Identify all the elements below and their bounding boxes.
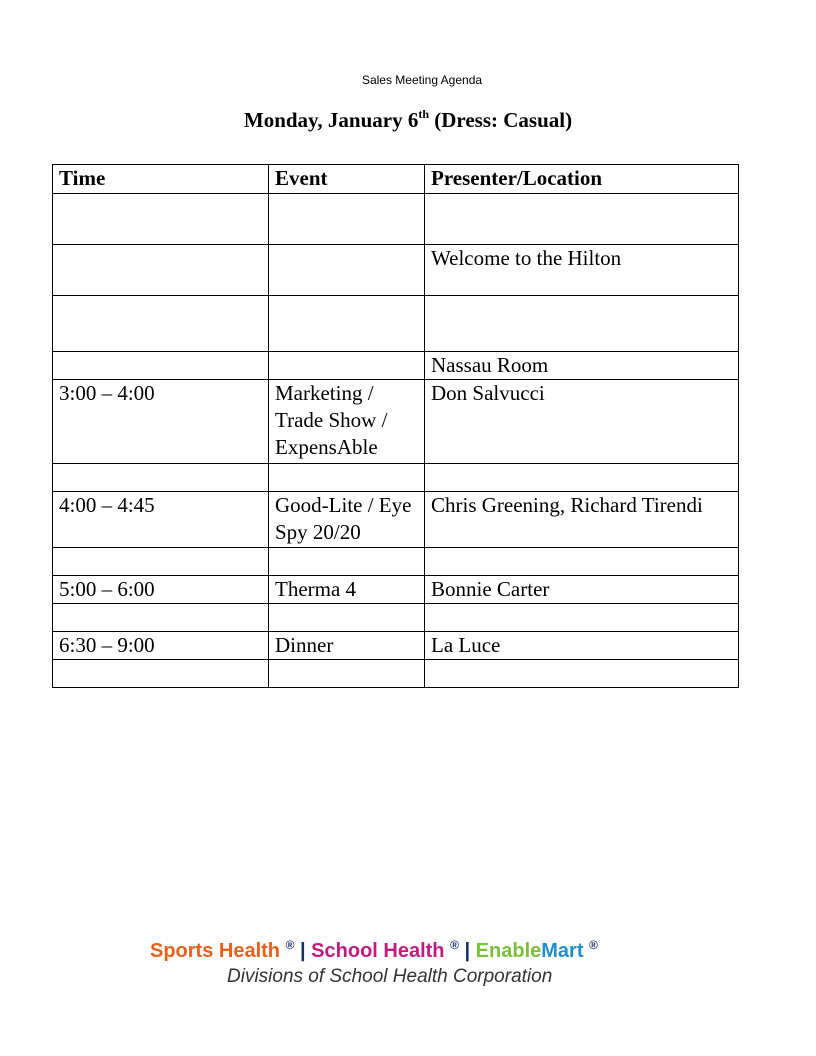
table-row	[53, 660, 739, 688]
header-time: Time	[53, 165, 269, 194]
table-row	[53, 296, 739, 352]
registered-mark: ®	[589, 938, 598, 952]
dress-note: (Dress: Casual)	[429, 108, 573, 132]
agenda-table	[52, 164, 739, 688]
cell-time	[53, 604, 269, 632]
cell-time: 5:00 – 6:00	[53, 576, 269, 604]
brand-mart: Mart	[541, 940, 584, 962]
cell-time	[53, 245, 269, 296]
cell-time: 3:00 – 4:00	[53, 380, 269, 464]
cell-presenter	[425, 296, 739, 352]
table-row	[53, 352, 739, 380]
cell-time	[53, 296, 269, 352]
cell-event: Marketing / Trade Show / ExpensAble	[269, 380, 425, 464]
cell-event	[269, 604, 425, 632]
table-row	[53, 492, 739, 548]
cell-presenter: Welcome to the Hilton	[425, 245, 739, 296]
table-row	[53, 194, 739, 245]
cell-event	[269, 245, 425, 296]
date-main: Monday, January 6	[243, 108, 419, 132]
brand-separator: |	[300, 940, 306, 962]
brand-enable: Enable	[475, 940, 542, 962]
cell-event	[269, 194, 425, 245]
cell-presenter: Bonnie Carter	[425, 576, 739, 604]
table-row	[53, 380, 739, 464]
cell-time	[53, 352, 269, 380]
registered-mark: ®	[450, 938, 459, 952]
cell-event: Therma 4	[269, 576, 425, 604]
cell-presenter	[425, 548, 739, 576]
brand-school-health: School Health	[311, 940, 445, 962]
document-title: Sales Meeting Agenda	[361, 73, 483, 87]
cell-event: Good-Lite / Eye Spy 20/20	[269, 492, 425, 548]
cell-event	[269, 548, 425, 576]
table-row	[53, 576, 739, 604]
cell-event	[269, 296, 425, 352]
table-header-row	[53, 165, 739, 194]
cell-event	[269, 352, 425, 380]
cell-time	[53, 464, 269, 492]
brand-separator: |	[464, 940, 471, 962]
cell-time: 6:30 – 9:00	[53, 632, 269, 660]
table-row	[53, 548, 739, 576]
cell-event	[269, 464, 425, 492]
date-suffix: th	[418, 107, 429, 121]
agenda-date-heading	[0, 108, 816, 133]
cell-time	[53, 660, 269, 688]
cell-presenter	[425, 660, 739, 688]
cell-event: Dinner	[269, 632, 425, 660]
footer-divisions: Divisions of School Health Corporation	[227, 966, 553, 987]
header-presenter: Presenter/Location	[425, 165, 739, 194]
cell-presenter	[425, 604, 739, 632]
cell-presenter: Chris Greening, Richard Tirendi	[425, 492, 739, 548]
header-event: Event	[269, 165, 425, 194]
registered-mark: ®	[285, 938, 295, 952]
table-row	[53, 604, 739, 632]
cell-time	[53, 194, 269, 245]
table-row	[53, 245, 739, 296]
cell-presenter: Nassau Room	[425, 352, 739, 380]
cell-presenter	[425, 194, 739, 245]
table-row	[53, 464, 739, 492]
brand-sports-health: Sports Health	[150, 940, 281, 962]
cell-time	[53, 548, 269, 576]
cell-event	[269, 660, 425, 688]
footer-brands	[150, 940, 598, 963]
table-row	[53, 632, 739, 660]
cell-presenter	[425, 464, 739, 492]
cell-presenter: Don Salvucci	[425, 380, 739, 464]
cell-presenter: La Luce	[425, 632, 739, 660]
cell-time: 4:00 – 4:45	[53, 492, 269, 548]
